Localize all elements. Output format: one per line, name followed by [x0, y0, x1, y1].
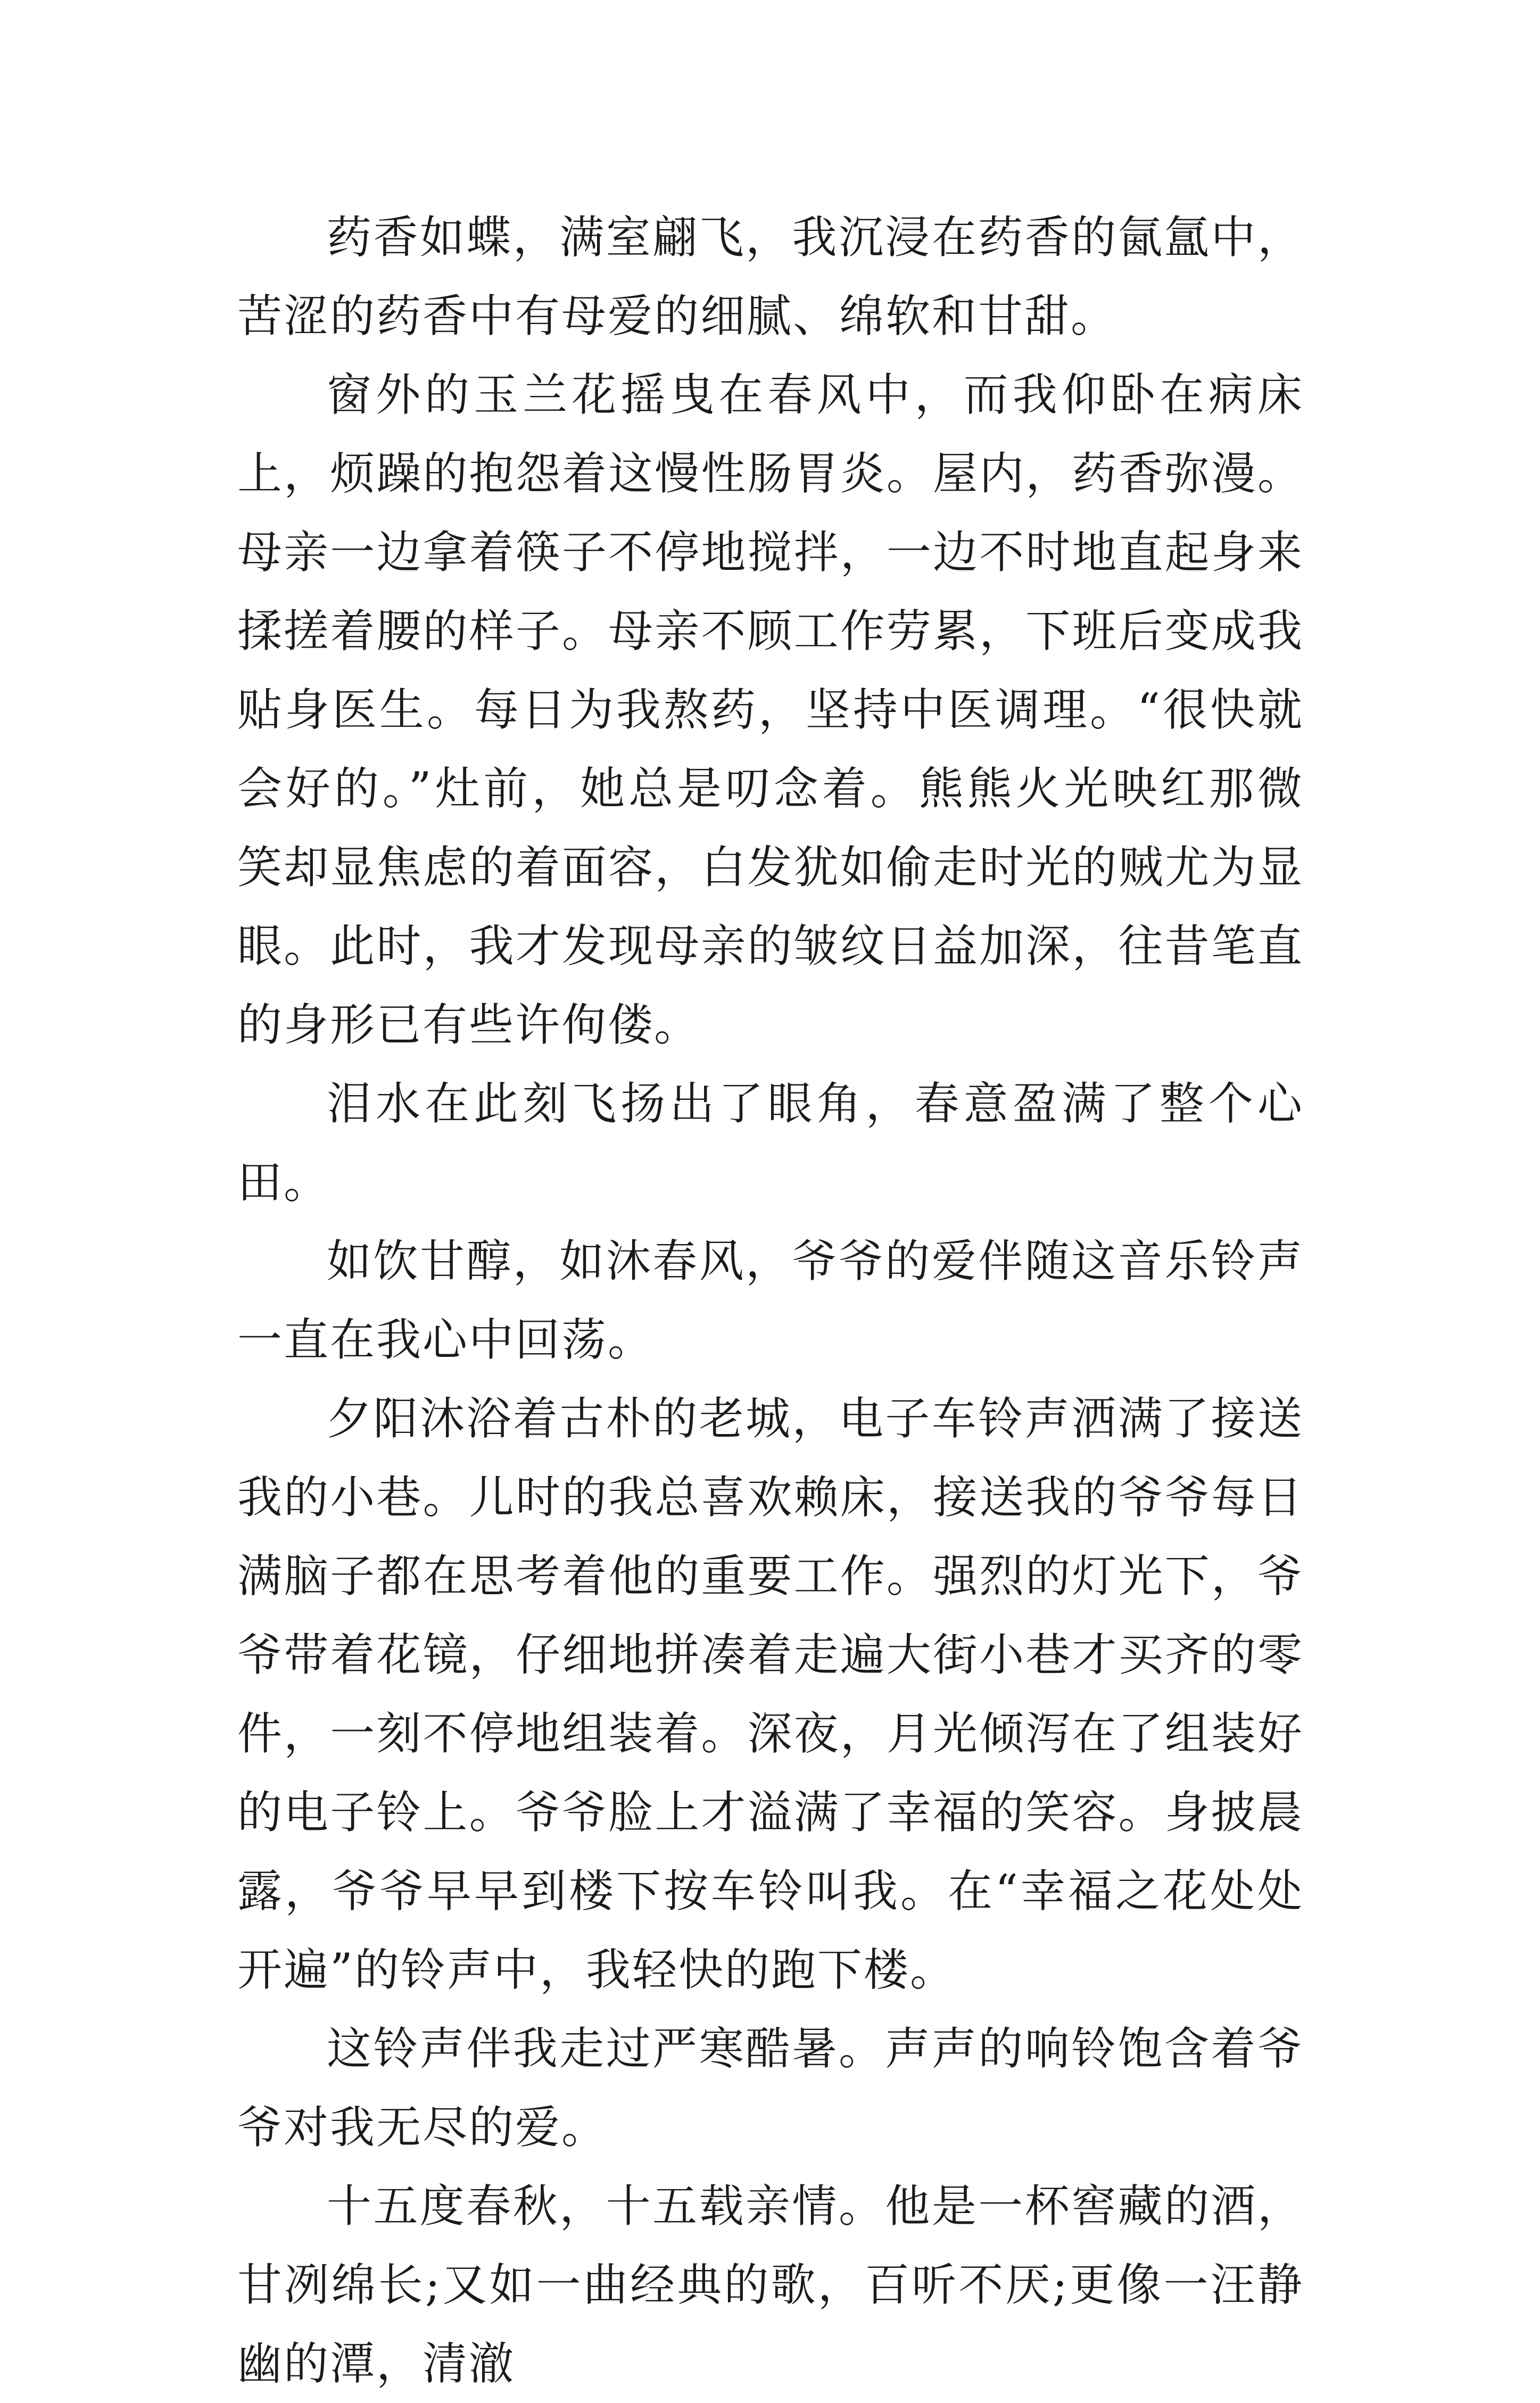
paragraph-1: 药香如蝶，满室翩飞，我沉浸在药香的氤氲中，苦涩的药香中有母爱的细腻、绵软和甘甜。 [237, 211, 1304, 342]
paragraph-2: 窗外的玉兰花摇曳在春风中，而我仰卧在病床上，烦躁的抱怨着这慢性肠胃炎。屋内，药香弥漫。母亲一边拿着筷子不停地搅拌，一边不时地直起身来揉搓着腰的样子。母亲不顾工作劳累，下班后变成我贴身医生。每日为我熬药，坚持中医调理。“很快就会好的。”灶前，她总是叨念着。熊熊火光映红那微笑却显焦虑的着面容，白发犹如偷走时光的贼尤为显眼。此时，我才发现母亲的皱纹日益加深，往昔笔直的身形已有些许佝偻。 [237, 369, 1304, 1051]
paragraph-3: 泪水在此刻飞扬出了眼角，春意盈满了整个心田。 [237, 1078, 1304, 1208]
document-body [237, 198, 1304, 2403]
paragraph-4: 如饮甘醇，如沐春风，爷爷的爱伴随这音乐铃声一直在我心中回荡。 [237, 1235, 1304, 1366]
paragraph-6: 这铃声伴我走过严寒酷暑。声声的响铃饱含着爷爷对我无尽的爱。 [237, 2023, 1304, 2153]
paragraph-7: 十五度春秋，十五载亲情。他是一杯窖藏的酒，甘冽绵长;又如一曲经典的歌，百听不厌;更像一汪静幽的潭，清澈 [237, 2180, 1304, 2390]
paragraph-5: 夕阳沐浴着古朴的老城，电子车铃声洒满了接送我的小巷。儿时的我总喜欢赖床，接送我的爷爷每日满脑子都在思考着他的重要工作。强烈的灯光下，爷爷带着花镜，仔细地拼凑着走遍大街小巷才买齐的零件，一刻不停地组装着。深夜，月光倾泻在了组装好的电子铃上。爷爷脸上才溢满了幸福的笑容。身披晨露，爷爷早早到楼下按车铃叫我。在“幸福之花处处开遍”的铃声中，我轻快的跑下楼。 [237, 1393, 1304, 1996]
